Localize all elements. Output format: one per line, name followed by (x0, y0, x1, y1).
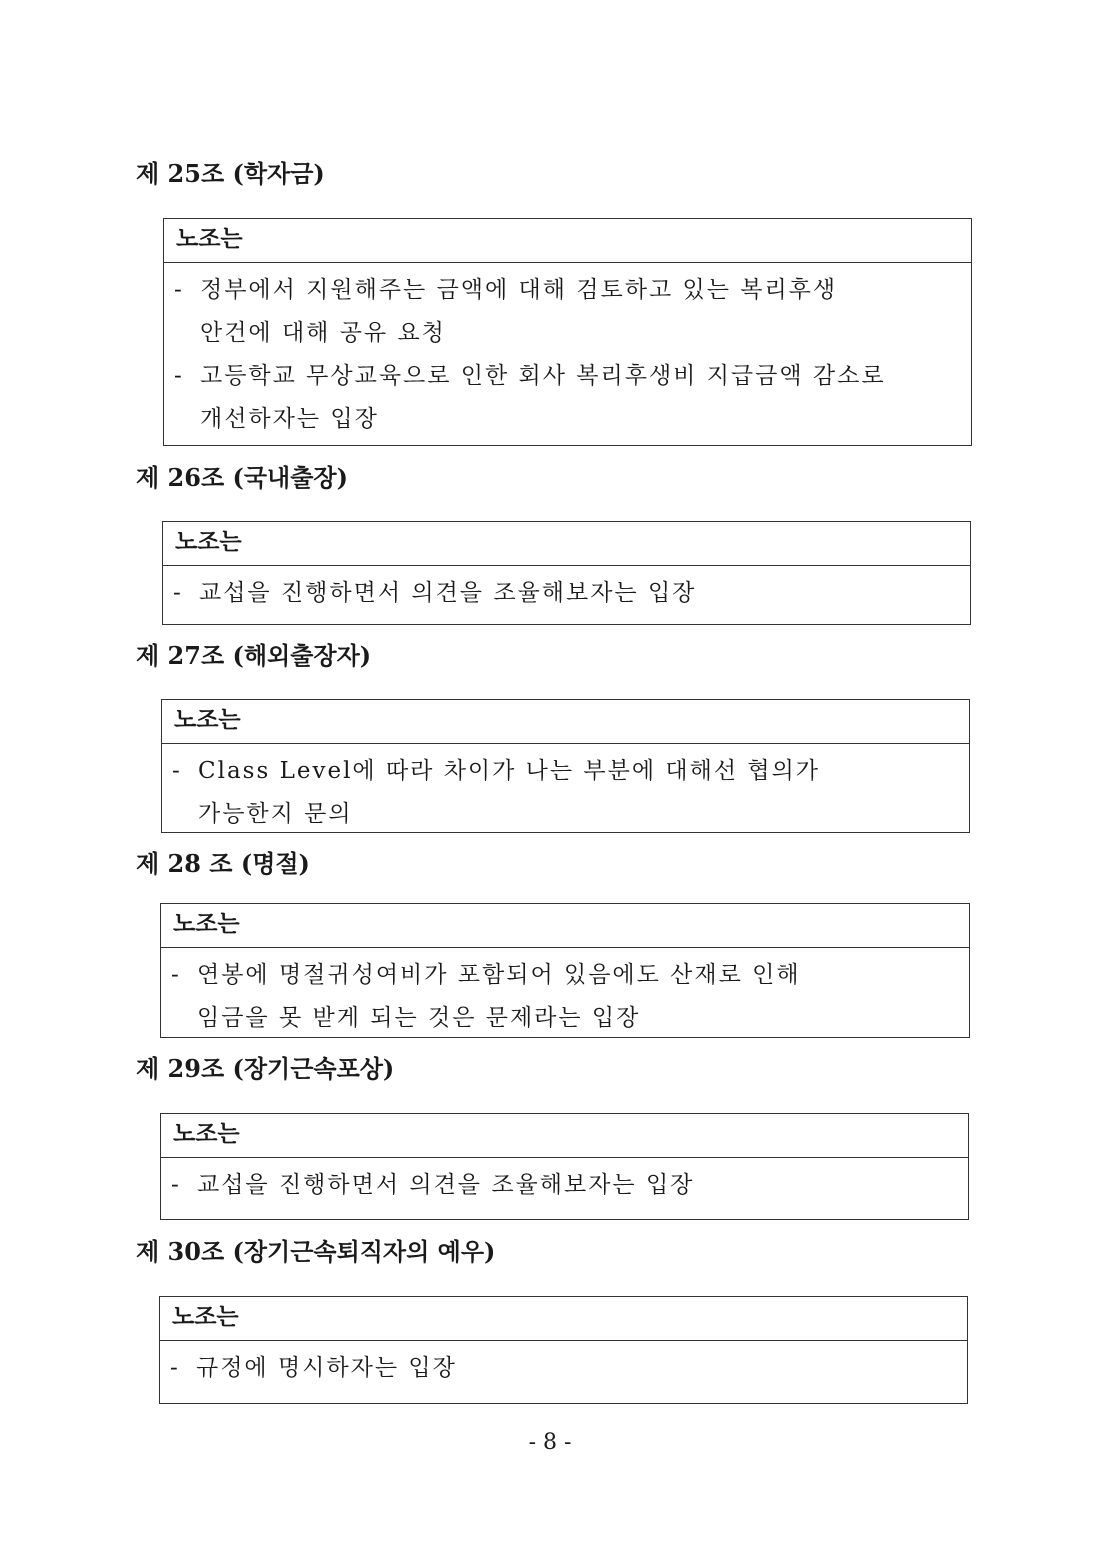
list-item (170, 1347, 967, 1390)
article-30-heading: 제 30조 (장기근속퇴직자의 예우) (136, 1237, 496, 1266)
item-text: 연봉에 명절귀성여비가 포함되어 있음에도 산재로 인해 임금을 못 받게 되는 것은 문제라는 입장 (197, 962, 801, 1031)
dash-marker: - (173, 580, 183, 606)
dash-marker: - (171, 962, 181, 988)
list-item (172, 750, 969, 836)
list-item (173, 572, 970, 615)
item-text: Class Level에 따라 차이가 나는 부분에 대해선 협의가 가능한지 문의 (198, 758, 821, 827)
article-28-heading: 제 28 조 (명절) (136, 849, 310, 878)
list-item (174, 269, 971, 355)
article-25-box (163, 218, 972, 446)
box-label: 노조는 (164, 219, 971, 263)
dash-marker: - (174, 277, 184, 303)
article-29-heading: 제 29조 (장기근속포상) (136, 1054, 395, 1083)
dash-marker: - (174, 363, 184, 389)
article-26-heading: 제 26조 (국내출장) (136, 463, 348, 492)
box-label: 노조는 (163, 522, 970, 566)
article-25-heading: 제 25조 (학자금) (136, 159, 325, 188)
item-text: 정부에서 지원해주는 금액에 대해 검토하고 있는 복리후생 안건에 대해 공유 요청 (200, 277, 838, 346)
box-label: 노조는 (160, 1297, 967, 1341)
list-item (174, 355, 971, 441)
article-26-box (162, 521, 971, 625)
article-27-heading: 제 27조 (해외출장자) (136, 641, 372, 670)
article-28-box (160, 903, 970, 1038)
item-text: 교섭을 진행하면서 의견을 조율해보자는 입장 (199, 580, 697, 606)
box-label: 노조는 (162, 700, 969, 744)
box-label: 노조는 (161, 1114, 968, 1158)
article-30-box (159, 1296, 968, 1404)
dash-marker: - (172, 758, 182, 784)
dash-marker: - (171, 1172, 181, 1198)
list-item (171, 954, 969, 1040)
page-number: - 8 - (528, 1430, 572, 1455)
box-label: 노조는 (161, 904, 969, 948)
article-27-box (161, 699, 970, 833)
item-text: 규정에 명시하자는 입장 (196, 1355, 457, 1381)
dash-marker: - (170, 1355, 180, 1381)
item-text: 고등학교 무상교육으로 인한 회사 복리후생비 지급금액 감소로 개선하자는 입장 (200, 363, 886, 432)
list-item (171, 1164, 968, 1207)
item-text: 교섭을 진행하면서 의견을 조율해보자는 입장 (197, 1172, 695, 1198)
article-29-box (160, 1113, 969, 1220)
